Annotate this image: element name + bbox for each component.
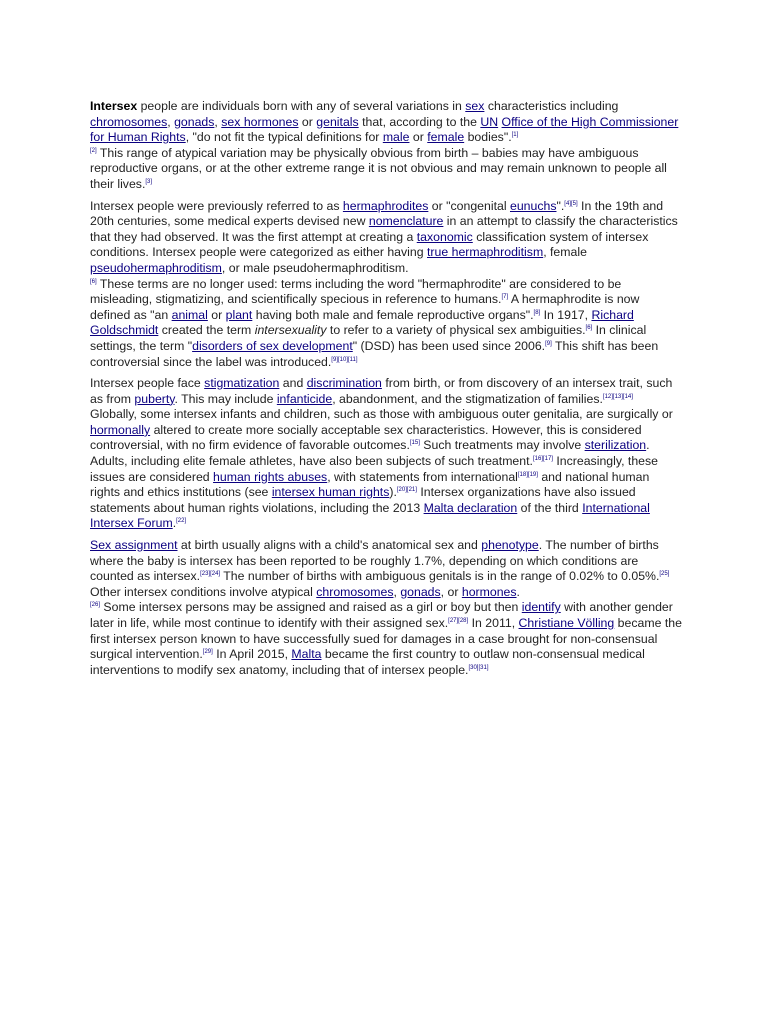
body-text: ).: [389, 485, 397, 500]
wiki-link[interactable]: hermaphrodites: [342, 198, 429, 213]
body-text: became the first intersex person known to have successfully sued for damages in a case brought for non-consensual surgical intervention.: [90, 616, 682, 662]
body-text: altered to create more socially acceptable sex characteristics. However, this is considered controversial, with no firm evidence of favorable outcomes.: [90, 422, 642, 453]
body-text: In 2011,: [468, 616, 519, 630]
wiki-link[interactable]: hormonally: [90, 422, 151, 437]
wiki-link[interactable]: International Intersex Forum: [90, 500, 650, 531]
citation-ref[interactable]: [1]: [511, 132, 519, 139]
body-text: , "do not fit the typical definitions for: [185, 130, 383, 145]
citation-ref[interactable]: [9]: [545, 340, 552, 347]
citation-ref[interactable]: [8]: [533, 309, 541, 316]
article-body: [90, 99, 682, 684]
paragraph: [90, 199, 682, 371]
wiki-link[interactable]: disorders of sex development: [192, 338, 353, 353]
wiki-link[interactable]: taxonomic: [416, 229, 473, 244]
body-text: , or male pseudohermaphroditism.: [221, 260, 409, 275]
citation-ref[interactable]: [2]: [90, 147, 97, 154]
citation-ref[interactable]: [15]: [409, 440, 420, 447]
citation-ref[interactable]: [12][13][14]: [602, 393, 633, 400]
body-text: or: [298, 114, 317, 129]
body-text: bodies".: [464, 130, 512, 145]
wiki-link[interactable]: female: [427, 130, 465, 145]
body-text: from birth, or from discovery of an intersex trait, such as from: [90, 376, 673, 406]
citation-ref[interactable]: [4][5]: [564, 200, 578, 207]
body-text: in an attempt to classify the characteristics that they had observed. It was the first attempt at creating a: [90, 214, 678, 244]
body-text: to refer to a variety of physical sex ambiguities.: [326, 323, 586, 338]
bold-term: Intersex: [90, 99, 138, 113]
wiki-link[interactable]: UN: [480, 114, 499, 129]
body-text: created the term: [158, 323, 255, 338]
wiki-link[interactable]: gonads: [174, 114, 215, 129]
body-text: This shift has been controversial since the label was introduced.: [90, 338, 659, 369]
body-text: Intersex organizations have also issued statements about human rights violations, including the 2013: [90, 485, 636, 515]
body-text: , with statements from international: [327, 469, 518, 484]
body-text: In clinical settings, the term ": [90, 323, 647, 353]
wiki-link[interactable]: true hermaphroditism: [427, 245, 544, 260]
body-text: .: [172, 516, 177, 531]
wiki-link[interactable]: Richard Goldschmidt: [90, 307, 634, 338]
body-text: or: [207, 307, 226, 322]
body-text: Such treatments may involve: [419, 438, 585, 453]
citation-ref[interactable]: [22]: [176, 518, 187, 525]
wiki-link[interactable]: identify: [521, 600, 561, 615]
paragraph: [90, 99, 682, 193]
body-text: Intersex people were previously referred to as: [90, 198, 343, 213]
citation-ref[interactable]: [30][31]: [468, 664, 489, 671]
wiki-link[interactable]: stigmatization: [204, 376, 280, 391]
wiki-link[interactable]: sex: [465, 99, 485, 113]
wiki-link[interactable]: male: [382, 130, 410, 145]
body-text: or: [409, 130, 428, 145]
citation-ref[interactable]: [29]: [202, 649, 213, 656]
wiki-link[interactable]: Malta: [291, 647, 322, 662]
body-text: having both male and female reproductive organs".: [252, 307, 534, 322]
wiki-link[interactable]: chromosomes: [316, 584, 394, 599]
body-text: In April 2015,: [212, 647, 292, 662]
body-text: that, according to the: [358, 114, 481, 129]
citation-ref[interactable]: [6]: [585, 325, 593, 332]
body-text: . The number of births where the baby is intersex has been reported to be roughly 1.7%, depending on which conditions are counted as intersex.: [90, 538, 659, 584]
body-text: , or: [440, 584, 462, 599]
body-text: ".: [556, 198, 565, 213]
body-text: In the 19th and 20th centuries, some medical experts devised new: [90, 198, 664, 229]
wiki-link[interactable]: phenotype: [481, 538, 539, 553]
body-text: ,: [167, 114, 175, 129]
body-text: , female: [543, 245, 587, 260]
body-text: ,: [393, 584, 401, 599]
citation-ref[interactable]: [27][28]: [448, 618, 469, 624]
body-text: " (DSD) has been used since 2006.: [352, 338, 546, 353]
body-text: Some intersex persons may be assigned and raised as a girl or boy but then: [100, 600, 522, 615]
body-text: at birth usually aligns with a child's anatomical sex and: [177, 538, 482, 553]
body-text: of the third: [517, 500, 583, 515]
citation-ref[interactable]: [25]: [659, 571, 670, 578]
body-text: and national human rights and ethics institutions (see: [90, 469, 650, 500]
wiki-link[interactable]: nomenclature: [368, 214, 444, 229]
body-text: ,: [214, 114, 222, 129]
body-text: Increasingly, these issues are considered: [90, 454, 659, 484]
body-text: and: [279, 376, 307, 391]
body-text: .: [516, 584, 520, 599]
body-text: Other intersex conditions involve atypical: [90, 584, 317, 599]
wiki-link[interactable]: discrimination: [306, 376, 382, 391]
wiki-link[interactable]: Christiane Völling: [518, 616, 615, 630]
paragraph: [90, 538, 682, 678]
wiki-link[interactable]: puberty: [134, 391, 175, 406]
wiki-link[interactable]: Office of the High Commissioner for Human Rights: [90, 114, 679, 145]
body-text: became the first country to outlaw non-consensual medical interventions to modify sex anatomy, including that of intersex people.: [90, 647, 645, 677]
body-text: In 1917,: [540, 307, 592, 322]
body-text: with another gender later in life, while most continue to identify with their assigned sex.: [90, 600, 673, 630]
wiki-link[interactable]: plant: [225, 307, 253, 322]
citation-ref[interactable]: [6]: [90, 278, 97, 285]
wiki-link[interactable]: intersex human rights: [271, 485, 390, 500]
body-text: classification system of intersex conditions. Intersex people were categorized as either having: [90, 229, 649, 260]
italic-term: intersexuality: [254, 323, 327, 338]
wiki-link[interactable]: hormones: [461, 584, 517, 599]
body-text: characteristics including: [484, 99, 619, 113]
citation-ref[interactable]: [26]: [90, 602, 101, 609]
wiki-link[interactable]: gonads: [400, 584, 441, 599]
citation-ref[interactable]: [16][17]: [532, 456, 553, 463]
wiki-link[interactable]: eunuchs: [509, 198, 557, 213]
body-text: The number of births with ambiguous genitals is in the range of 0.02% to 0.05%.: [220, 569, 660, 584]
citation-ref[interactable]: [18][19]: [517, 471, 538, 478]
body-text: . This may include: [174, 391, 277, 406]
wiki-link[interactable]: pseudohermaphroditism: [90, 260, 222, 275]
wiki-link[interactable]: Malta declaration: [423, 500, 518, 515]
wiki-link[interactable]: infanticide: [276, 391, 333, 406]
body-text: people are individuals born with any of several variations in: [137, 99, 466, 113]
wiki-link[interactable]: sterilization: [584, 438, 647, 453]
body-text: Intersex people face: [90, 376, 205, 391]
citation-ref[interactable]: [7]: [501, 294, 509, 301]
wiki-link[interactable]: chromosomes: [90, 114, 168, 129]
wiki-link[interactable]: genitals: [316, 114, 359, 129]
citation-ref[interactable]: [23][24]: [200, 571, 221, 578]
body-text: This range of atypical variation may be physically obvious from birth – babies may have ambiguous reproductive organs, or at the other extreme range it is not obvious and may remain unknown to people all their lives.: [90, 145, 667, 191]
body-text: Globally, some intersex infants and children, such as those with ambiguous outer genitalia, are surgically or: [90, 407, 673, 422]
body-text: A hermaphrodite is now defined as "an: [90, 292, 640, 322]
body-text: These terms are no longer used: terms including the word "hermaphrodite" are considered to be misleading, stigmatizing, and scientifically specious in reference to humans.: [90, 276, 622, 307]
body-text: or "congenital: [428, 198, 510, 213]
wiki-link[interactable]: human rights abuses: [213, 469, 328, 484]
wiki-link[interactable]: animal: [171, 307, 208, 322]
citation-ref[interactable]: [9][10][11]: [331, 356, 358, 363]
citation-ref[interactable]: [3]: [145, 178, 153, 185]
wiki-link[interactable]: Sex assignment: [90, 538, 178, 553]
body-text: . Adults, including elite female athletes, have also been subjects of such treatment.: [90, 438, 650, 469]
wiki-link[interactable]: sex hormones: [221, 114, 299, 129]
paragraph: [90, 376, 682, 532]
body-text: , abandonment, and the stigmatization of families.: [332, 391, 603, 406]
citation-ref[interactable]: [20][21]: [396, 487, 417, 494]
